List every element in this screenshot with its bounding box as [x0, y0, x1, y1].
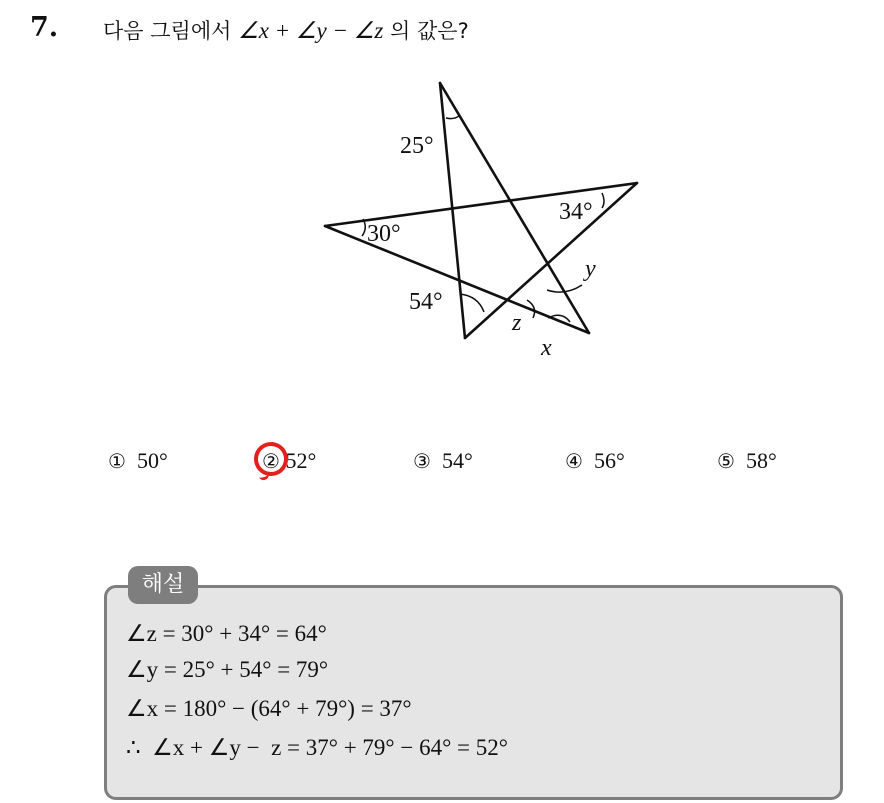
solution-box [104, 585, 843, 800]
choice-value: 54° [441, 448, 473, 473]
solution-line-1: ∠z = 30° + 34° = 64° [126, 621, 327, 646]
line-right-to-bottom-left [465, 183, 637, 338]
choice-value: 58° [745, 448, 777, 473]
solution-line-2: ∠y = 25° + 54° = 79° [126, 657, 329, 682]
angle-label-x: x [541, 335, 552, 361]
choice-value: 56° [593, 448, 625, 473]
angle-label-z: z [512, 310, 522, 336]
choice-number: ① [108, 449, 126, 473]
question-number: 7. [30, 12, 59, 43]
arc-y [547, 285, 582, 292]
angle-label-y: y [585, 256, 596, 282]
choice-4[interactable] [565, 448, 625, 474]
question-text-suffix: 의 값은? [383, 19, 469, 43]
choice-number: ③ [413, 449, 431, 473]
choice-5[interactable] [717, 448, 777, 474]
choice-value: 52° [285, 448, 317, 473]
angle-label-34: 34° [559, 199, 593, 225]
solution-line-4: ∴ ∠x + ∠y − z = 37° + 79° − 64° = 52° [126, 735, 508, 760]
angle-label-25: 25° [400, 133, 434, 159]
question-expression: ∠x + ∠y − ∠z [238, 18, 384, 43]
answer-choices [0, 448, 884, 484]
choice-number: ④ [565, 449, 583, 473]
solution-title: 해설 [128, 566, 198, 604]
choice-number: ② [262, 449, 280, 473]
arc-right [602, 193, 604, 208]
choice-3[interactable] [413, 448, 473, 474]
choice-value: 50° [136, 448, 168, 473]
angle-label-54: 54° [409, 289, 443, 315]
angle-label-30: 30° [367, 221, 401, 247]
solution-line-3: ∠x = 180° − (64° + 79°) = 37° [126, 696, 412, 721]
arc-bottom-left [460, 294, 484, 312]
question-text-prefix: 다음 그림에서 [103, 19, 239, 43]
choice-1[interactable] [108, 448, 168, 474]
choice-number: ⑤ [717, 449, 735, 473]
